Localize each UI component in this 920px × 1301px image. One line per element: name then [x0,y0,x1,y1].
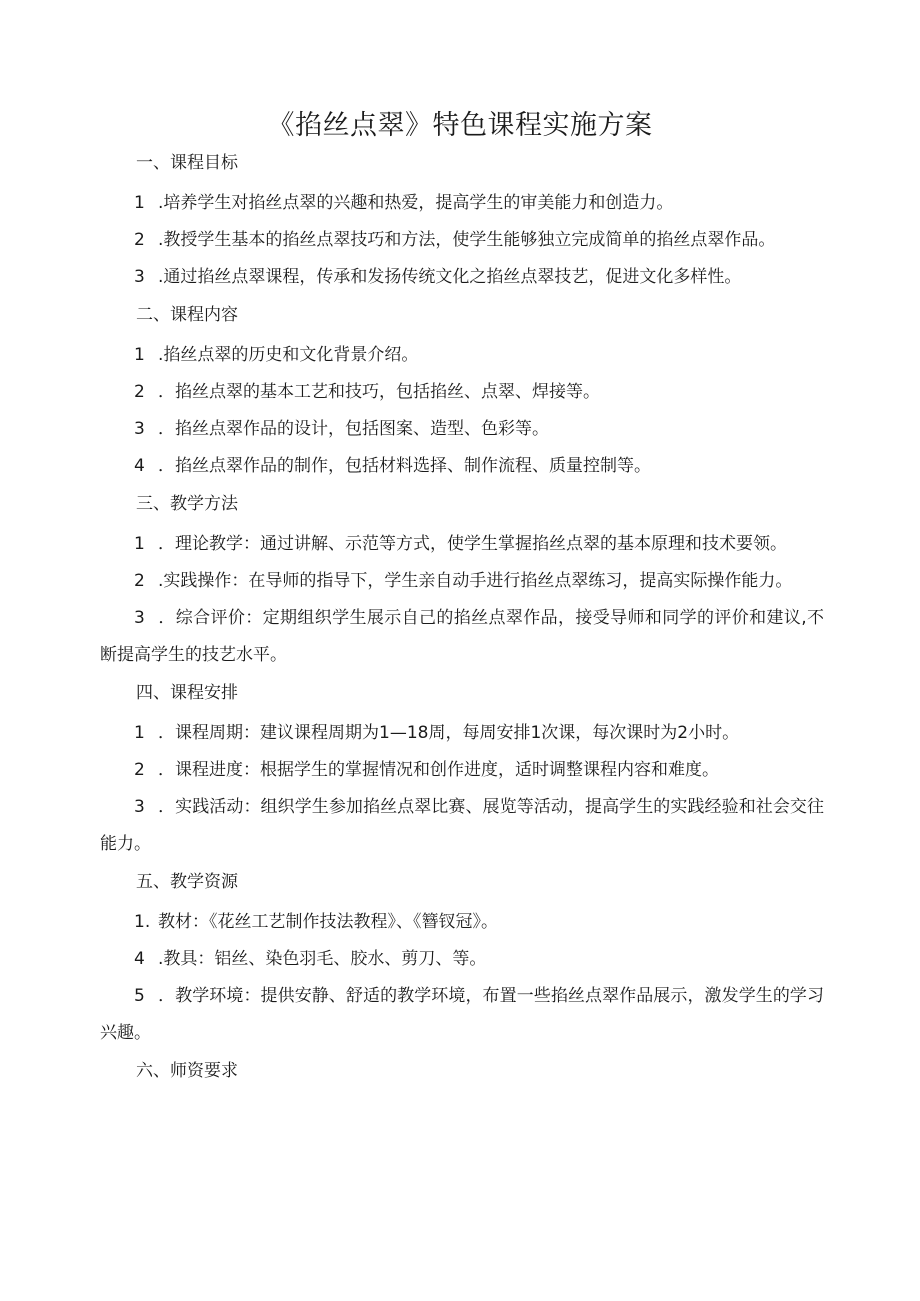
list-item-text: .掐丝点翠的历史和文化背景介绍。 [158,345,419,365]
list-item-number: 3 [134,608,145,628]
document-title: 《掐丝点翠》特色课程实施方案 [267,110,653,141]
list-item-text: .实践操作：在导师的指导下，学生亲自动手进行掐丝点翠练习，提高实际操作能力。 [158,571,793,591]
section-heading: 六、师资要求 [136,1061,238,1081]
list-item [100,374,824,411]
list-item [100,448,824,485]
list-item [100,337,824,374]
list-item-number: 4 [134,456,145,476]
list-item-number: 1. [134,912,151,932]
list-item [100,752,824,789]
list-item-text: ．综合评价：定期组织学生展示自己的掐丝点翠作品，接受导师和同学的评价和建议,不断提高学生的技艺水平。 [100,608,824,665]
section-heading: 一、课程目标 [136,153,238,173]
list-item-text: ．课程周期：建议课程周期为1—18周，每周安排1次课，每次课时为2小时。 [158,723,740,743]
list-item-text: 教材：《花丝工艺制作技法教程》、《簪钗冠》。 [158,912,498,932]
list-item-number: 3 [134,267,145,287]
section-heading: 二、课程内容 [136,305,238,325]
list-item [100,789,824,863]
list-item [100,563,824,600]
list-item-number: 2 [134,760,145,780]
list-item-text: .通过掐丝点翠课程，传承和发扬传统文化之掐丝点翠技艺，促进文化多样性。 [158,267,742,287]
list-item-text: ．掐丝点翠的基本工艺和技巧，包括掐丝、点翠、焊接等。 [158,382,600,402]
list-item [100,185,824,222]
list-item-text: ．实践活动：组织学生参加掐丝点翠比赛、展览等活动，提高学生的实践经验和社会交往能力。 [100,797,824,854]
section-heading: 三、教学方法 [136,494,238,514]
list-item-number: 2 [134,571,145,591]
list-item-number: 1 [134,534,145,554]
list-item-text: ．课程进度：根据学生的掌握情况和创作进度，适时调整课程内容和难度。 [158,760,719,780]
list-item [100,715,824,752]
list-item-number: 3 [134,419,145,439]
list-item-text: .教具：铝丝、染色羽毛、胶水、剪刀、等。 [158,949,487,969]
list-item-text: .教授学生基本的掐丝点翠技巧和方法，使学生能够独立完成简单的掐丝点翠作品。 [158,230,776,250]
list-item [100,526,824,563]
list-item-number: 1 [134,193,145,213]
list-item [100,411,824,448]
list-item [100,222,824,259]
document-body [100,148,824,1097]
section-heading: 四、课程安排 [136,683,238,703]
list-item-number: 3 [134,797,145,817]
list-item [100,941,824,978]
list-item-number: 4 [134,949,145,969]
list-item-number: 2 [134,382,145,402]
list-item-number: 5 [134,986,145,1006]
list-item [100,600,824,674]
list-item [100,904,824,941]
list-item-number: 1 [134,345,145,365]
section-heading: 五、教学资源 [136,872,238,892]
list-item-text: .培养学生对掐丝点翠的兴趣和热爱，提高学生的审美能力和创造力。 [158,193,674,213]
list-item-text: ．理论教学：通过讲解、示范等方式，使学生掌握掐丝点翠的基本原理和技术要领。 [158,534,787,554]
list-item-text: ．掐丝点翠作品的制作，包括材料选择、制作流程、质量控制等。 [158,456,651,476]
list-item-number: 2 [134,230,145,250]
list-item [100,978,824,1052]
list-item [100,259,824,296]
list-item-number: 1 [134,723,145,743]
list-item-text: ．掐丝点翠作品的设计，包括图案、造型、色彩等。 [158,419,549,439]
list-item-text: ．教学环境：提供安静、舒适的教学环境，布置一些掐丝点翠作品展示，激发学生的学习兴趣。 [100,986,824,1043]
